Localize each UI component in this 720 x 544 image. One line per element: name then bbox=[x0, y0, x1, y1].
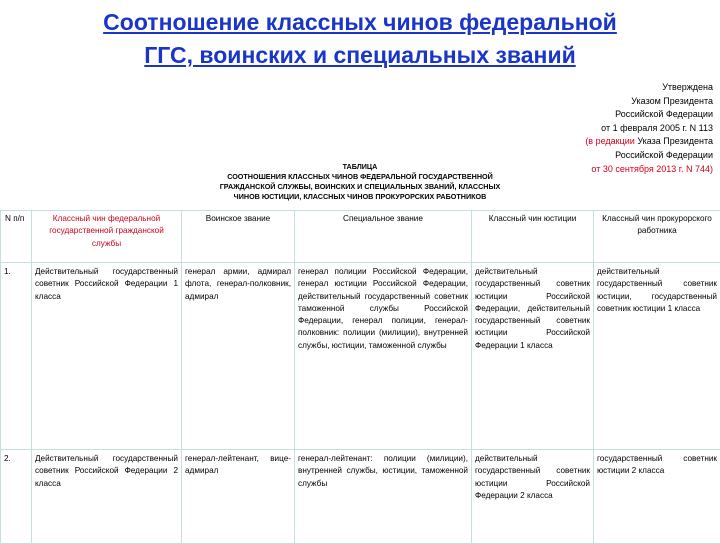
approval-line: Утверждена bbox=[453, 81, 713, 95]
military-rank-cell: генерал-лейтенант, вице-адмирал bbox=[182, 450, 295, 544]
column-header: Воинское звание bbox=[182, 211, 295, 263]
approval-line: Российской Федерации bbox=[453, 108, 713, 122]
column-header: Классный чин юстиции bbox=[472, 211, 594, 263]
row-number: 1. bbox=[1, 263, 32, 450]
table-heading-line: ЧИНОВ ЮСТИЦИИ, КЛАССНЫХ ЧИНОВ ПРОКУРОРСКИХ РАБОТНИКОВ bbox=[150, 192, 570, 202]
special-rank-cell: генерал полиции Российской Федерации, генерал юстиции Российской Федерации, действительный государственный советник таможенной службы Российской Федерации, генерал полиции, генерал-полковник: полиции (милиции), внутренней службы, юстиции, таможенной службы bbox=[295, 263, 472, 450]
justice-rank-cell: действительный государственный советник юстиции Российской Федерации, действительный государственный советник юстиции Российской Федерации 1 класса bbox=[472, 263, 594, 450]
edition-link[interactable]: (в редакции bbox=[585, 136, 635, 146]
table-row bbox=[1, 450, 720, 544]
title-line-1: Соотношение классных чинов федеральной bbox=[103, 9, 617, 35]
title-line-2: ГГС, воинских и специальных званий bbox=[144, 42, 575, 68]
military-rank-cell: генерал армии, адмирал флота, генерал-полковник, адмирал bbox=[182, 263, 295, 450]
row-number: 2. bbox=[1, 450, 32, 544]
approval-line: Российской Федерации bbox=[453, 149, 713, 163]
table-header-row bbox=[1, 211, 720, 263]
column-header: N п/п bbox=[1, 211, 32, 263]
edition-date-link[interactable]: от 30 сентября 2013 г. N 744) bbox=[453, 163, 713, 177]
table-heading bbox=[150, 162, 570, 202]
table-heading-line: ГРАЖДАНСКОЙ СЛУЖБЫ, ВОИНСКИХ И СПЕЦИАЛЬНЫХ ЗВАНИЙ, КЛАССНЫХ bbox=[150, 182, 570, 192]
page-title bbox=[0, 6, 720, 72]
column-header: Классный чин прокурорского работника bbox=[594, 211, 720, 263]
approval-line bbox=[453, 135, 713, 149]
justice-rank-cell: действительный государственный советник юстиции Российской Федерации 2 класса bbox=[472, 450, 594, 544]
table-heading-line: СООТНОШЕНИЯ КЛАССНЫХ ЧИНОВ ФЕДЕРАЛЬНОЙ ГОСУДАРСТВЕННОЙ bbox=[150, 172, 570, 182]
civil-rank-cell: Действительный государственный советник Российской Федерации 1 класса bbox=[32, 263, 182, 450]
column-header: Классный чин федеральной государственной гражданской службы bbox=[32, 211, 182, 263]
prosecutor-rank-cell: государственный советник юстиции 2 класса bbox=[594, 450, 720, 544]
ranks-table-container bbox=[0, 210, 720, 540]
special-rank-cell: генерал-лейтенант: полиции (милиции), внутренней службы, юстиции, таможенной службы bbox=[295, 450, 472, 544]
approval-line-text: Указа Президента bbox=[635, 136, 713, 146]
ranks-table bbox=[0, 210, 720, 544]
prosecutor-rank-cell: действительный государственный советник юстиции, государственный советник юстиции 1 класса bbox=[594, 263, 720, 450]
approval-line: Указом Президента bbox=[453, 95, 713, 109]
table-heading-line: ТАБЛИЦА bbox=[150, 162, 570, 172]
approval-line: от 1 февраля 2005 г. N 113 bbox=[453, 122, 713, 136]
civil-rank-cell: Действительный государственный советник Российской Федерации 2 класса bbox=[32, 450, 182, 544]
column-header: Специальное звание bbox=[295, 211, 472, 263]
table-row bbox=[1, 263, 720, 450]
